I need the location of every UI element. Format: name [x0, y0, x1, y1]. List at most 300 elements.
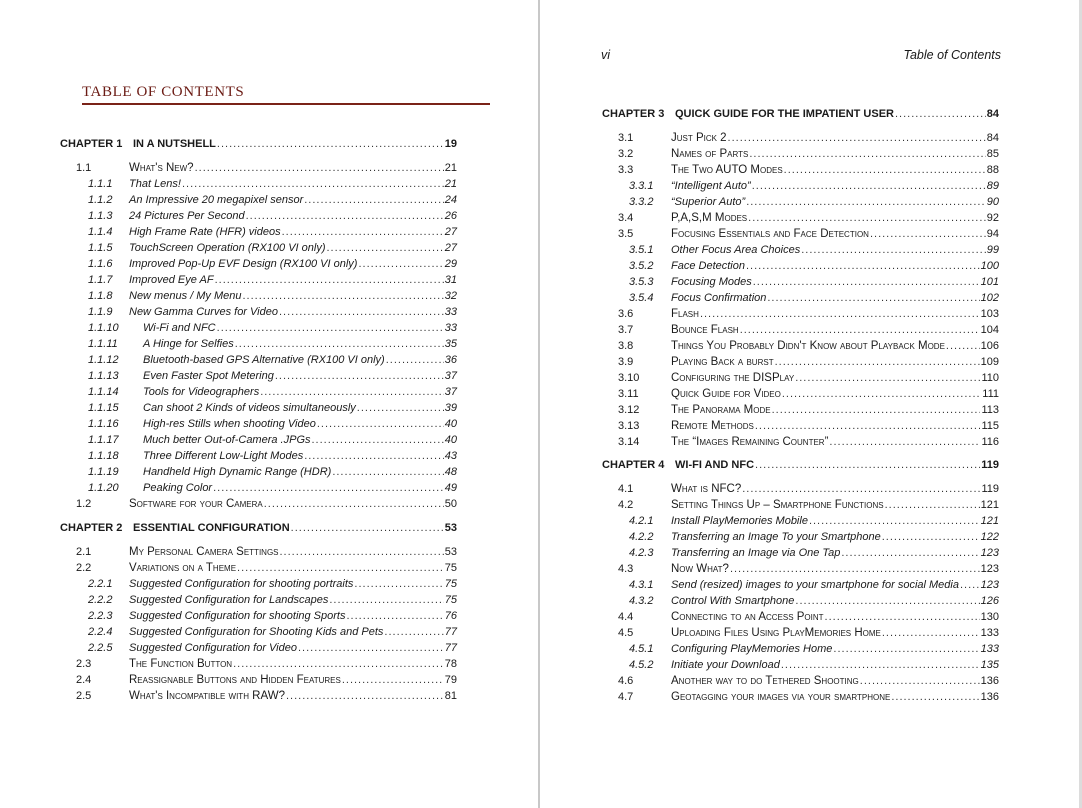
toc-entry-title: Can shoot 2 Kinds of videos simultaneously: [143, 402, 356, 414]
toc-entry-title: Suggested Configuration for Landscapes: [129, 594, 329, 606]
dot-leader: [782, 386, 981, 402]
dot-leader: [825, 609, 980, 625]
toc-entry-title: Configuring the DISPlay: [671, 372, 795, 384]
dot-leader: [784, 162, 986, 178]
toc-entry-number: 3.5.2: [629, 260, 654, 272]
toc-entry[interactable]: [0, 688, 538, 704]
toc-entry-page: 33: [444, 322, 457, 334]
toc-entry[interactable]: [540, 386, 1082, 402]
toc-entry-number: 1.2: [76, 498, 92, 510]
toc-entry[interactable]: [540, 497, 1082, 513]
toc-entry-title: Focusing Modes: [671, 276, 752, 288]
toc-entry-title: Improved Eye AF: [129, 274, 214, 286]
toc-entry-title: A Hinge for Selfies: [143, 338, 234, 350]
toc-entry[interactable]: [540, 354, 1082, 370]
toc-entry[interactable]: [0, 192, 538, 208]
toc-entry-page: 102: [980, 292, 999, 304]
page-number: vi: [601, 48, 611, 62]
toc-entry[interactable]: [540, 258, 1082, 274]
dot-leader: [870, 226, 986, 242]
toc-chapter-entry[interactable]: [0, 136, 538, 152]
toc-entry[interactable]: [540, 274, 1082, 290]
toc-entry-page: 103: [980, 308, 999, 320]
toc-entry[interactable]: [0, 608, 538, 624]
toc-entry-page: 135: [980, 659, 999, 671]
toc-entry-page: 94: [986, 228, 999, 240]
toc-entry[interactable]: [540, 146, 1082, 162]
toc-entry[interactable]: [0, 576, 538, 592]
dot-leader: [264, 496, 444, 512]
toc-entry-number: 4.4: [618, 611, 634, 623]
dot-leader: [755, 457, 980, 473]
toc-entry-number: 2.2.2: [88, 594, 113, 606]
toc-entry-number: 2.2: [76, 562, 92, 574]
toc-entry-page: 113: [981, 404, 999, 416]
toc-entry-title: Names of Parts: [671, 148, 749, 160]
toc-entry-title: Another way to do Tethered Shooting: [671, 675, 859, 687]
toc-entry-number: 1.1.16: [88, 418, 119, 430]
toc-entry-title: High-res Stills when shooting Video: [143, 418, 316, 430]
toc-entry[interactable]: [0, 656, 538, 672]
toc-entry-number: 1.1.12: [88, 354, 119, 366]
dot-leader: [841, 545, 979, 561]
toc-entry-page: 136: [980, 675, 999, 687]
toc-entry-number: 4.2: [618, 499, 634, 511]
toc-entry[interactable]: [540, 689, 1082, 705]
toc-entry-title: Uploading Files Using PlayMemories Home: [671, 627, 881, 639]
toc-entry-title: Control With Smartphone: [671, 595, 795, 607]
dot-leader: [286, 688, 444, 704]
toc-entry-page: 109: [980, 356, 999, 368]
toc-entry-title: What's New?: [129, 162, 194, 174]
toc-entry-title: Suggested Configuration for shooting portraits: [129, 578, 354, 590]
toc-entry-page: 81: [444, 690, 457, 702]
toc-entry-title: Wi-Fi and NFC: [143, 322, 216, 334]
toc-chapter-entry[interactable]: [540, 106, 1082, 122]
toc-entry[interactable]: [0, 480, 538, 496]
toc-entry[interactable]: [0, 320, 538, 336]
toc-entry-page: 133: [980, 643, 999, 655]
toc-entry[interactable]: [540, 210, 1082, 226]
dot-leader: [291, 520, 444, 536]
dot-leader: [746, 258, 980, 274]
toc-entry-title: Other Focus Area Choices: [671, 244, 801, 256]
toc-entry-number: 4.5.1: [629, 643, 654, 655]
toc-entry-page: 133: [980, 627, 999, 639]
toc-entry-page: 19: [444, 138, 457, 150]
toc-entry-number: CHAPTER 1: [60, 138, 123, 150]
toc-entry-number: 1.1.7: [88, 274, 113, 286]
toc-entry-title: What is NFC?: [671, 483, 742, 495]
toc-entry-page: 89: [986, 180, 999, 192]
toc-entry[interactable]: [540, 593, 1082, 609]
toc-entry-number: 1.1.18: [88, 450, 119, 462]
toc-entry-page: 123: [980, 547, 999, 559]
toc-entry-title: High Frame Rate (HFR) videos: [129, 226, 281, 238]
toc-entry-number: 4.2.1: [629, 515, 654, 527]
toc-entry[interactable]: [0, 240, 538, 256]
toc-heading: TABLE OF CONTENTS: [82, 84, 490, 105]
toc-entry[interactable]: [540, 545, 1082, 561]
dot-leader: [755, 418, 981, 434]
dot-leader: [357, 400, 444, 416]
dot-leader: [882, 625, 980, 641]
dot-leader: [885, 497, 980, 513]
toc-entry[interactable]: [540, 370, 1082, 386]
dot-leader: [752, 178, 986, 194]
toc-entry[interactable]: [540, 625, 1082, 641]
dot-leader: [326, 240, 443, 256]
toc-entry-page: 49: [444, 482, 457, 494]
toc-entry-title: New menus / My Menu: [129, 290, 242, 302]
dot-leader: [748, 210, 986, 226]
dot-leader: [282, 224, 444, 240]
dot-leader: [895, 106, 986, 122]
toc-entry[interactable]: [0, 304, 538, 320]
toc-entry-number: 2.2.3: [88, 610, 113, 622]
toc-entry[interactable]: [0, 544, 538, 560]
toc-entry[interactable]: [540, 322, 1082, 338]
toc-entry-number: 3.5: [618, 228, 634, 240]
toc-entry-number: 4.6: [618, 675, 634, 687]
dot-leader: [329, 592, 443, 608]
toc-entry-title: That Lens!: [129, 178, 181, 190]
toc-entry-page: 116: [981, 436, 999, 448]
toc-entry-title: Configuring PlayMemories Home: [671, 643, 833, 655]
toc-entry[interactable]: [0, 560, 538, 576]
toc-entry-number: 3.14: [618, 436, 640, 448]
toc-entry-title: Just Pick 2: [671, 132, 727, 144]
toc-entry[interactable]: [540, 290, 1082, 306]
toc-entry-page: 84: [986, 132, 999, 144]
dot-leader: [195, 160, 444, 176]
toc-entry-number: 3.3: [618, 164, 634, 176]
toc-entry-page: 21: [444, 178, 457, 190]
dot-leader: [260, 384, 444, 400]
toc-entry-title: An Impressive 20 megapixel sensor: [129, 194, 304, 206]
toc-entry-number: 3.6: [618, 308, 634, 320]
toc-entry[interactable]: [0, 464, 538, 480]
toc-entry[interactable]: [540, 130, 1082, 146]
toc-entry-title: Bluetooth-based GPS Alternative (RX100 VI only): [143, 354, 385, 366]
dot-leader: [280, 544, 444, 560]
dot-leader: [217, 320, 444, 336]
toc-entry-page: 77: [444, 642, 457, 654]
toc-entry[interactable]: [0, 208, 538, 224]
toc-entry-number: 1.1.10: [88, 322, 119, 334]
toc-entry-title: Software for your Camera: [129, 498, 263, 510]
dot-leader: [242, 288, 443, 304]
toc-entry-number: 3.1: [618, 132, 634, 144]
toc-entry[interactable]: [540, 481, 1082, 497]
toc-entry-title: Now What?: [671, 563, 729, 575]
toc-entry-page: 37: [444, 386, 457, 398]
dot-leader: [746, 194, 986, 210]
toc-entry[interactable]: [0, 352, 538, 368]
toc-entry-title: Three Different Low-Light Modes: [143, 450, 304, 462]
toc-entry-page: 84: [986, 108, 999, 120]
toc-entry-page: 123: [980, 579, 999, 591]
toc-entry[interactable]: [540, 513, 1082, 529]
toc-entry-title: Suggested Configuration for Shooting Kids and Pets: [129, 626, 384, 638]
toc-entry[interactable]: [540, 673, 1082, 689]
toc-entry-number: 2.4: [76, 674, 92, 686]
toc-entry-title: Suggested Configuration for shooting Sports: [129, 610, 346, 622]
toc-entry-title: The Panorama Mode: [671, 404, 771, 416]
toc-entry-title: New Gamma Curves for Video: [129, 306, 278, 318]
toc-entry[interactable]: [540, 162, 1082, 178]
toc-entry[interactable]: [0, 224, 538, 240]
toc-entry[interactable]: [0, 448, 538, 464]
dot-leader: [960, 577, 980, 593]
dot-leader: [298, 640, 444, 656]
dot-leader: [275, 368, 444, 384]
toc-entry-number: 1.1.6: [88, 258, 113, 270]
toc-entry[interactable]: [0, 176, 538, 192]
dot-leader: [182, 176, 444, 192]
toc-chapter-entry[interactable]: [540, 457, 1082, 473]
dot-leader: [749, 146, 985, 162]
toc-entry[interactable]: [0, 400, 538, 416]
toc-entry-number: 1.1.15: [88, 402, 119, 414]
toc-entry-page: 24: [444, 194, 457, 206]
toc-entry-page: 99: [986, 244, 999, 256]
toc-entry-title: Handheld High Dynamic Range (HDR): [143, 466, 332, 478]
toc-entry-title: Transferring an Image via One Tap: [671, 547, 841, 559]
toc-entry-page: 32: [444, 290, 457, 302]
dot-leader: [332, 464, 443, 480]
toc-entry-number: 1.1.9: [88, 306, 113, 318]
toc-entry[interactable]: [540, 577, 1082, 593]
toc-entry[interactable]: [0, 160, 538, 176]
toc-chapter-entry[interactable]: [0, 520, 538, 536]
toc-entry-title: IN A NUTSHELL: [133, 138, 216, 150]
toc-entry[interactable]: [0, 272, 538, 288]
toc-entry-title: Variations on a Theme: [129, 562, 237, 574]
toc-entry-number: 4.5: [618, 627, 634, 639]
toc-entry-number: 3.3.1: [629, 180, 654, 192]
dot-leader: [795, 593, 979, 609]
right-page: [540, 0, 1082, 808]
toc-entry-number: 1.1.4: [88, 226, 113, 238]
toc-entry-title: The Two AUTO Modes: [671, 164, 783, 176]
toc-entry-title: Even Faster Spot Metering: [143, 370, 274, 382]
toc-entry[interactable]: [540, 306, 1082, 322]
toc-entry[interactable]: [540, 242, 1082, 258]
dot-leader: [833, 641, 979, 657]
toc-entry-page: 48: [444, 466, 457, 478]
toc-entry-title: Connecting to an Access Point: [671, 611, 824, 623]
dot-leader: [775, 354, 980, 370]
toc-entry-title: Peaking Color: [143, 482, 213, 494]
toc-entry-number: 3.4: [618, 212, 634, 224]
toc-entry-title: Install PlayMemories Mobile: [671, 515, 808, 527]
toc-entry-number: 4.2.2: [629, 531, 654, 543]
toc-entry-number: 4.2.3: [629, 547, 654, 559]
toc-entry-page: 75: [444, 594, 457, 606]
toc-entry-title: Face Detection: [671, 260, 745, 272]
toc-entry-number: CHAPTER 4: [602, 459, 665, 471]
toc-entry-number: 1.1.20: [88, 482, 119, 494]
toc-entry[interactable]: [0, 624, 538, 640]
toc-entry[interactable]: [0, 336, 538, 352]
toc-entry-number: 1.1.8: [88, 290, 113, 302]
dot-leader: [317, 416, 444, 432]
toc-entry-page: 115: [981, 420, 999, 432]
toc-entry-number: 1.1: [76, 162, 92, 174]
toc-entry-page: 75: [444, 562, 457, 574]
dot-leader: [233, 656, 444, 672]
dot-leader: [730, 561, 980, 577]
toc-entry[interactable]: [540, 194, 1082, 210]
toc-entry-page: 110: [981, 372, 999, 384]
dot-leader: [346, 608, 443, 624]
running-header: Table of Contents: [903, 48, 1001, 62]
toc-entry[interactable]: [540, 529, 1082, 545]
toc-entry-page: 27: [444, 226, 457, 238]
toc-entry[interactable]: [0, 640, 538, 656]
dot-leader: [781, 657, 980, 673]
dot-leader: [742, 481, 980, 497]
toc-entry-title: Much better Out-of-Camera .JPGs: [143, 434, 311, 446]
toc-entry-number: 1.1.13: [88, 370, 119, 382]
dot-leader: [279, 304, 444, 320]
toc-entry[interactable]: [0, 256, 538, 272]
toc-entry[interactable]: [0, 368, 538, 384]
dot-leader: [860, 673, 980, 689]
toc-entry-title: Improved Pop-Up EVF Design (RX100 VI only): [129, 258, 358, 270]
toc-entry-page: 85: [986, 148, 999, 160]
toc-entry-page: 29: [444, 258, 457, 270]
toc-entry-title: The “Images Remaining Counter”: [671, 436, 829, 448]
dot-leader: [213, 480, 444, 496]
toc-entry[interactable]: [540, 178, 1082, 194]
toc-entry-title: 24 Pictures Per Second: [129, 210, 245, 222]
toc-entry[interactable]: [0, 416, 538, 432]
toc-entry-number: 3.5.1: [629, 244, 654, 256]
toc-entry-number: 3.3.2: [629, 196, 654, 208]
toc-entry-title: “Superior Auto”: [671, 196, 746, 208]
toc-entry-page: 119: [981, 459, 999, 471]
dot-leader: [767, 290, 979, 306]
toc-entry-title: Playing Back a burst: [671, 356, 774, 368]
toc-entry-page: 36: [444, 354, 457, 366]
toc-entry-page: 40: [444, 418, 457, 430]
toc-entry-number: 1.1.1: [88, 178, 113, 190]
toc-entry[interactable]: [540, 609, 1082, 625]
dot-leader: [891, 689, 979, 705]
toc-entry[interactable]: [540, 641, 1082, 657]
toc-entry-number: 3.10: [618, 372, 640, 384]
toc-entry-title: Transferring an Image To your Smartphone: [671, 531, 881, 543]
toc-entry-number: 1.1.2: [88, 194, 113, 206]
toc-entry-page: 104: [980, 324, 999, 336]
toc-entry[interactable]: [540, 418, 1082, 434]
toc-entry[interactable]: [540, 657, 1082, 673]
toc-entry-title: Initiate your Download: [671, 659, 780, 671]
toc-entry-title: Flash: [671, 308, 699, 320]
toc-entry-page: 33: [444, 306, 457, 318]
toc-entry-page: 78: [444, 658, 457, 670]
toc-entry-number: 4.3.2: [629, 595, 654, 607]
toc-entry[interactable]: [0, 592, 538, 608]
toc-entry-page: 75: [444, 578, 457, 590]
dot-leader: [235, 336, 444, 352]
toc-entry-number: 1.1.19: [88, 466, 119, 478]
toc-entry[interactable]: [0, 496, 538, 512]
dot-leader: [946, 338, 980, 354]
toc-entry-title: Send (resized) images to your smartphone for social Media: [671, 579, 959, 591]
toc-entry-page: 53: [444, 522, 457, 534]
dot-leader: [772, 402, 981, 418]
toc-entry-title: WI-FI AND NFC: [675, 459, 755, 471]
toc-entry-number: 2.2.4: [88, 626, 113, 638]
toc-entry-title: Focusing Essentials and Face Detection: [671, 228, 869, 240]
toc-entry-number: 2.1: [76, 546, 92, 558]
toc-entry-page: 35: [444, 338, 457, 350]
toc-entry[interactable]: [0, 432, 538, 448]
toc-entry-number: 3.2: [618, 148, 634, 160]
toc-entry[interactable]: [540, 226, 1082, 242]
toc-entry-page: 76: [444, 610, 457, 622]
toc-entry-number: 3.12: [618, 404, 640, 416]
dot-leader: [246, 208, 444, 224]
toc-entry-page: 121: [980, 499, 999, 511]
dot-leader: [882, 529, 980, 545]
toc-entry[interactable]: [0, 672, 538, 688]
toc-entry-title: QUICK GUIDE FOR THE IMPATIENT USER: [675, 108, 894, 120]
toc-entry-page: 50: [444, 498, 457, 510]
toc-entry-number: 4.3.1: [629, 579, 654, 591]
toc-entry[interactable]: [540, 338, 1082, 354]
toc-entry-page: 31: [444, 274, 457, 286]
toc-entry[interactable]: [0, 288, 538, 304]
toc-entry-page: 79: [444, 674, 457, 686]
toc-entry[interactable]: [540, 434, 1082, 450]
dot-leader: [728, 130, 986, 146]
dot-leader: [312, 432, 444, 448]
toc-entry-page: 119: [981, 483, 999, 495]
toc-entry-page: 111: [982, 388, 999, 400]
toc-entry-page: 43: [444, 450, 457, 462]
toc-entry[interactable]: [540, 402, 1082, 418]
toc-entry-title: Suggested Configuration for Video: [129, 642, 297, 654]
toc-entry-number: 1.1.17: [88, 434, 119, 446]
toc-entry-page: 123: [980, 563, 999, 575]
toc-entry[interactable]: [540, 561, 1082, 577]
toc-entry-number: 3.5.4: [629, 292, 654, 304]
toc-entry-page: 77: [444, 626, 457, 638]
toc-entry-number: 3.7: [618, 324, 634, 336]
toc-entry-number: 2.2.1: [88, 578, 113, 590]
toc-entry-number: 3.9: [618, 356, 634, 368]
toc-entry-number: 1.1.5: [88, 242, 113, 254]
dot-leader: [386, 352, 444, 368]
dot-leader: [809, 513, 980, 529]
toc-entry-number: 1.1.3: [88, 210, 113, 222]
dot-leader: [304, 448, 444, 464]
toc-entry-number: 4.3: [618, 563, 634, 575]
toc-entry-page: 130: [980, 611, 999, 623]
toc-entry[interactable]: [0, 384, 538, 400]
toc-entry-title: Things You Probably Didn't Know about Playback Mode: [671, 340, 945, 352]
toc-entry-page: 53: [444, 546, 457, 558]
dot-leader: [342, 672, 444, 688]
toc-entry-title: What's Incompatible with RAW?: [129, 690, 285, 702]
dot-leader: [795, 370, 980, 386]
dot-leader: [354, 576, 443, 592]
dot-leader: [801, 242, 986, 258]
